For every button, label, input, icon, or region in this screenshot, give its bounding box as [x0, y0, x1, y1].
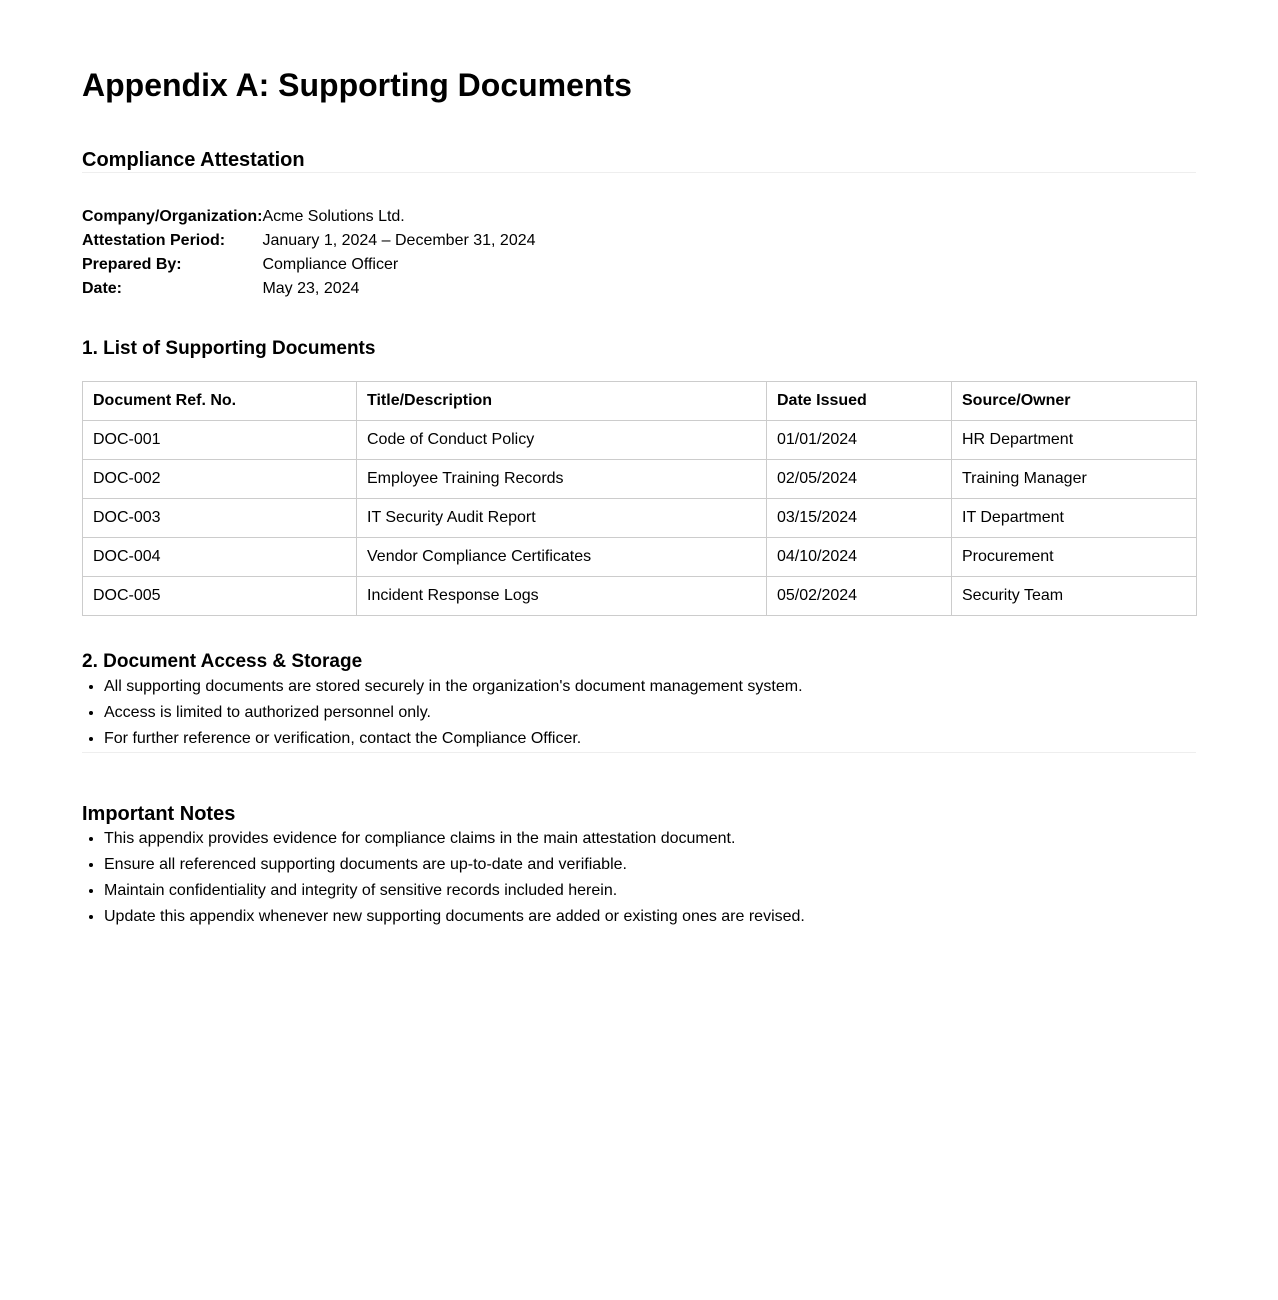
list-item: • All supporting documents are stored securely in the organization's document management system. — [104, 674, 1196, 700]
notes-heading: Important Notes — [82, 803, 236, 825]
detail-row-date — [82, 277, 536, 301]
attestation-heading: Compliance Attestation — [82, 149, 305, 171]
column-header: Title/Description — [357, 382, 767, 421]
table-cell: DOC-003 — [83, 499, 357, 538]
table-cell: IT Security Audit Report — [357, 499, 767, 538]
table-row — [83, 499, 1197, 538]
column-header: Document Ref. No. — [83, 382, 357, 421]
table-cell: Procurement — [952, 538, 1197, 577]
section-divider — [82, 752, 1196, 753]
list-item: • Maintain confidentiality and integrity of sensitive records included herein. — [104, 878, 1196, 904]
detail-label: Company/Organization: — [82, 208, 263, 225]
list-item: • Access is limited to authorized personnel only. — [104, 700, 1196, 726]
list-item: • Update this appendix whenever new supporting documents are added or existing ones are revised. — [104, 904, 1196, 930]
table-cell: 04/10/2024 — [767, 538, 952, 577]
table-cell: Vendor Compliance Certificates — [357, 538, 767, 577]
table-cell: Incident Response Logs — [357, 577, 767, 616]
detail-row-company — [82, 205, 536, 229]
table-row — [83, 460, 1197, 499]
table-row — [83, 421, 1197, 460]
table-cell: Employee Training Records — [357, 460, 767, 499]
table-header-row — [83, 382, 1197, 421]
table-cell: DOC-002 — [83, 460, 357, 499]
access-list — [82, 674, 1196, 752]
notes-list — [82, 826, 1196, 930]
list-item: • This appendix provides evidence for compliance claims in the main attestation document. — [104, 826, 1196, 852]
documents-heading: 1. List of Supporting Documents — [82, 338, 376, 359]
table-cell: 01/01/2024 — [767, 421, 952, 460]
access-heading: 2. Document Access & Storage — [82, 651, 363, 672]
detail-value: Acme Solutions Ltd. — [262, 208, 405, 225]
list-item: • Ensure all referenced supporting documents are up-to-date and verifiable. — [104, 852, 1196, 878]
detail-label: Prepared By: — [82, 256, 182, 273]
detail-value: May 23, 2024 — [262, 280, 360, 297]
table-cell: IT Department — [952, 499, 1197, 538]
detail-row-prepared-by — [82, 253, 536, 277]
table-cell: 05/02/2024 — [767, 577, 952, 616]
detail-row-period — [82, 229, 536, 253]
documents-table — [82, 381, 1197, 616]
detail-label: Date: — [82, 280, 123, 297]
section-divider — [82, 172, 1196, 173]
table-row — [83, 577, 1197, 616]
detail-value: Compliance Officer — [262, 256, 399, 273]
detail-value: January 1, 2024 – December 31, 2024 — [262, 232, 536, 249]
table-row — [83, 538, 1197, 577]
page-title: Appendix A: Supporting Documents — [82, 67, 632, 103]
document-page — [82, 0, 1196, 930]
table-cell: DOC-001 — [83, 421, 357, 460]
table-cell: 02/05/2024 — [767, 460, 952, 499]
detail-label: Attestation Period: — [82, 232, 226, 249]
table-cell: 03/15/2024 — [767, 499, 952, 538]
table-cell: HR Department — [952, 421, 1197, 460]
table-cell: Code of Conduct Policy — [357, 421, 767, 460]
table-cell: DOC-005 — [83, 577, 357, 616]
column-header: Source/Owner — [952, 382, 1197, 421]
column-header: Date Issued — [767, 382, 952, 421]
table-cell: Security Team — [952, 577, 1197, 616]
attestation-details — [82, 205, 536, 301]
list-item: • For further reference or verification, contact the Compliance Officer. — [104, 726, 1196, 752]
table-cell: DOC-004 — [83, 538, 357, 577]
table-cell: Training Manager — [952, 460, 1197, 499]
